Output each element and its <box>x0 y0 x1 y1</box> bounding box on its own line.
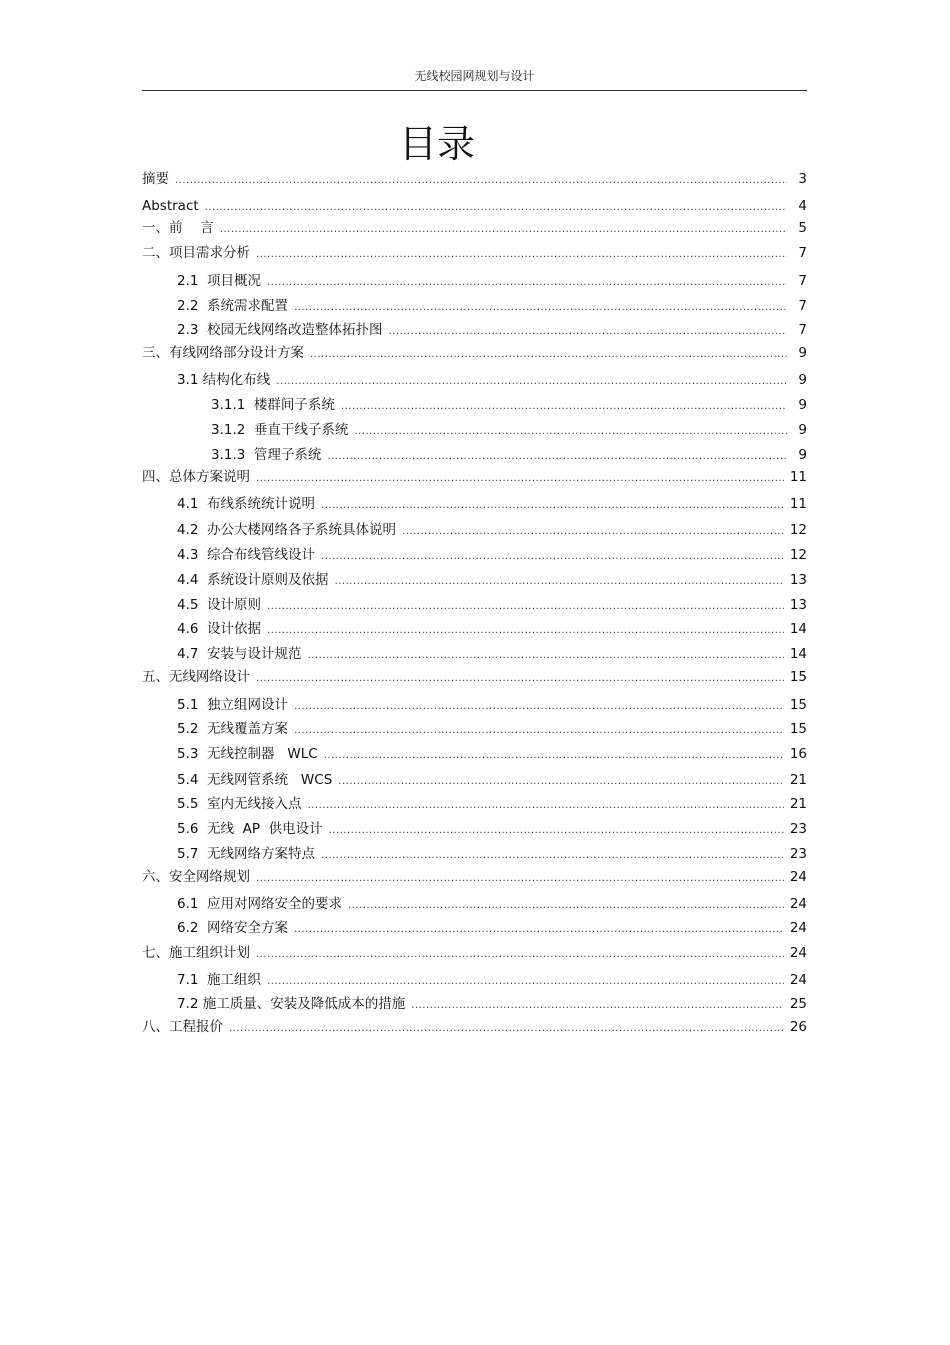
toc-entry-page: 14 <box>789 646 807 662</box>
toc-entry[interactable] <box>177 745 807 765</box>
dot-leader <box>276 373 787 391</box>
toc-entry[interactable] <box>142 219 807 239</box>
dot-leader <box>389 323 787 341</box>
dot-leader <box>256 246 787 264</box>
toc-entry[interactable] <box>211 396 807 416</box>
dot-leader <box>205 199 787 217</box>
toc-entry[interactable] <box>142 944 807 964</box>
toc-entry[interactable] <box>177 971 807 991</box>
toc-entry-label: 6.2 网络安全方案 <box>177 920 289 936</box>
toc-entry-label: 2.1 项目概况 <box>177 273 262 289</box>
dot-leader <box>327 448 787 466</box>
toc-entry-label: 2.2 系统需求配置 <box>177 298 289 314</box>
toc-title: 目录 <box>398 122 475 166</box>
toc-entry[interactable] <box>142 468 807 488</box>
dot-leader <box>294 299 787 317</box>
toc-entry-page: 24 <box>789 920 807 936</box>
toc-entry[interactable] <box>142 344 807 364</box>
toc-entry[interactable] <box>177 845 807 865</box>
dot-leader <box>329 822 784 840</box>
toc-entry[interactable] <box>211 446 807 466</box>
toc-entry[interactable] <box>177 272 807 292</box>
dot-leader <box>321 548 784 566</box>
dot-leader <box>308 647 784 665</box>
toc-entry[interactable] <box>177 571 807 591</box>
toc-entry[interactable] <box>177 645 807 665</box>
toc-entry-label: 四、总体方案说明 <box>142 469 250 485</box>
dot-leader <box>310 346 787 364</box>
toc-entry[interactable] <box>211 421 807 441</box>
toc-entry-page: 14 <box>789 621 807 637</box>
toc-entry-page: 13 <box>789 597 807 613</box>
toc-entry-label: 4.3 综合布线管线设计 <box>177 547 316 563</box>
toc-entry-label: 六、安全网络规划 <box>142 869 250 885</box>
toc-entry-page: 9 <box>798 422 807 438</box>
dot-leader <box>341 398 787 416</box>
toc-entry-label: 3.1.2 垂直干线子系统 <box>211 422 349 438</box>
toc-entry-page: 7 <box>798 245 807 261</box>
dot-leader <box>294 698 784 716</box>
dot-leader <box>267 274 787 292</box>
toc-entry-page: 11 <box>789 469 807 485</box>
toc-entry-page: 7 <box>798 322 807 338</box>
dot-leader <box>175 172 787 190</box>
toc-entry[interactable] <box>177 297 807 317</box>
toc-entry-label: 7.2 施工质量、安装及降低成本的措施 <box>177 996 406 1012</box>
running-header: 无线校园网规划与设计 <box>414 69 535 83</box>
dot-leader <box>338 773 784 791</box>
toc-entry-label: 5.7 无线网络方案特点 <box>177 846 316 862</box>
toc-entry-page: 4 <box>798 198 807 214</box>
toc-entry[interactable] <box>177 321 807 341</box>
toc-entry[interactable] <box>177 596 807 616</box>
toc-entry-label: 5.4 无线网管系统 WCS <box>177 772 333 788</box>
dot-leader <box>335 573 784 591</box>
toc-entry-page: 7 <box>798 273 807 289</box>
toc-entry-label: 5.5 室内无线接入点 <box>177 796 302 812</box>
toc-entry[interactable] <box>177 495 807 515</box>
dot-leader <box>411 997 784 1015</box>
toc-entry-page: 16 <box>789 746 807 762</box>
dot-leader <box>294 722 784 740</box>
toc-entry-label: 6.1 应用对网络安全的要求 <box>177 896 343 912</box>
toc-entry[interactable] <box>177 820 807 840</box>
toc-entry-page: 5 <box>798 220 807 236</box>
dot-leader <box>229 1020 784 1038</box>
dot-leader <box>321 847 784 865</box>
toc-entry[interactable] <box>177 795 807 815</box>
dot-leader <box>267 973 784 991</box>
toc-entry-page: 21 <box>789 772 807 788</box>
dot-leader <box>267 598 784 616</box>
toc-entry-label: 3.1.1 楼群间子系统 <box>211 397 335 413</box>
toc-entry-page: 15 <box>789 669 807 685</box>
toc-entry-label: 摘要 <box>142 171 169 187</box>
toc-entry-label: 三、有线网络部分设计方案 <box>142 345 304 361</box>
toc-entry-label: 5.6 无线 AP 供电设计 <box>177 821 323 837</box>
dot-leader <box>256 946 784 964</box>
toc-entry-label: Abstract <box>142 198 199 214</box>
dot-leader <box>308 797 784 815</box>
toc-entry-page: 24 <box>789 972 807 988</box>
toc-entry-label: 4.6 设计依据 <box>177 621 262 637</box>
toc-entry-label: 八、工程报价 <box>142 1019 223 1035</box>
toc-entry[interactable] <box>142 244 807 264</box>
toc-entry[interactable] <box>177 895 807 915</box>
toc-entry[interactable] <box>177 919 807 939</box>
toc-entry-page: 11 <box>789 496 807 512</box>
toc-entry-label: 4.4 系统设计原则及依据 <box>177 572 329 588</box>
toc-entry[interactable] <box>142 868 807 888</box>
toc-entry-page: 26 <box>789 1019 807 1035</box>
toc-entry-label: 4.5 设计原则 <box>177 597 262 613</box>
dot-leader <box>354 423 787 441</box>
dot-leader <box>402 523 784 541</box>
toc-entry-label: 二、项目需求分析 <box>142 245 250 261</box>
toc-entry-page: 24 <box>789 869 807 885</box>
toc-entry-page: 13 <box>789 572 807 588</box>
toc-entry-page: 7 <box>798 298 807 314</box>
toc-entry-label: 2.3 校园无线网络改造整体拓扑图 <box>177 322 383 338</box>
dot-leader <box>220 221 787 239</box>
toc-entry-page: 23 <box>789 821 807 837</box>
dot-leader <box>256 670 784 688</box>
toc-entry[interactable] <box>177 771 807 791</box>
dot-leader <box>324 747 784 765</box>
dot-leader <box>321 497 784 515</box>
toc-entry[interactable] <box>177 720 807 740</box>
toc-entry-page: 9 <box>798 447 807 463</box>
toc-entry-page: 25 <box>789 996 807 1012</box>
toc-entry-label: 5.1 独立组网设计 <box>177 697 289 713</box>
toc-entry-label: 3.1 结构化布线 <box>177 372 271 388</box>
toc-entry-page: 12 <box>789 547 807 563</box>
toc-entry-label: 4.7 安装与设计规范 <box>177 646 302 662</box>
toc-entry-page: 21 <box>789 796 807 812</box>
dot-leader <box>348 897 784 915</box>
toc-entry[interactable] <box>142 668 807 688</box>
toc-entry[interactable] <box>177 521 807 541</box>
toc-entry[interactable] <box>177 995 807 1015</box>
toc-entry-label: 4.1 布线系统统计说明 <box>177 496 316 512</box>
toc-entry-label: 五、无线网络设计 <box>142 669 250 685</box>
toc-entry-page: 9 <box>798 372 807 388</box>
dot-leader <box>267 622 784 640</box>
toc-entry[interactable] <box>177 620 807 640</box>
toc-entry-page: 15 <box>789 721 807 737</box>
dot-leader <box>294 921 784 939</box>
toc-entry[interactable] <box>142 197 807 217</box>
toc-entry-label: 3.1.3 管理子系统 <box>211 447 322 463</box>
toc-entry[interactable] <box>177 696 807 716</box>
toc-entry[interactable] <box>177 546 807 566</box>
toc-entry-label: 七、施工组织计划 <box>142 945 250 961</box>
toc-entry-label: 一、前 言 <box>142 220 214 236</box>
dot-leader <box>256 870 784 888</box>
dot-leader <box>256 470 784 488</box>
toc-entry-page: 9 <box>798 397 807 413</box>
toc-entry-label: 4.2 办公大楼网络各子系统具体说明 <box>177 522 397 538</box>
toc-entry-label: 5.3 无线控制器 WLC <box>177 746 318 762</box>
toc-entry-page: 3 <box>798 171 807 187</box>
toc-entry-page: 23 <box>789 846 807 862</box>
toc-entry[interactable] <box>142 1018 807 1038</box>
toc-entry[interactable] <box>177 371 807 391</box>
toc-entry-page: 24 <box>789 896 807 912</box>
toc-entry-page: 24 <box>789 945 807 961</box>
toc-entry-label: 5.2 无线覆盖方案 <box>177 721 289 737</box>
toc-entry-page: 15 <box>789 697 807 713</box>
toc-entry-page: 12 <box>789 522 807 538</box>
toc-entry-label: 7.1 施工组织 <box>177 972 262 988</box>
toc-entry[interactable] <box>142 170 807 190</box>
toc-entry-page: 9 <box>798 345 807 361</box>
